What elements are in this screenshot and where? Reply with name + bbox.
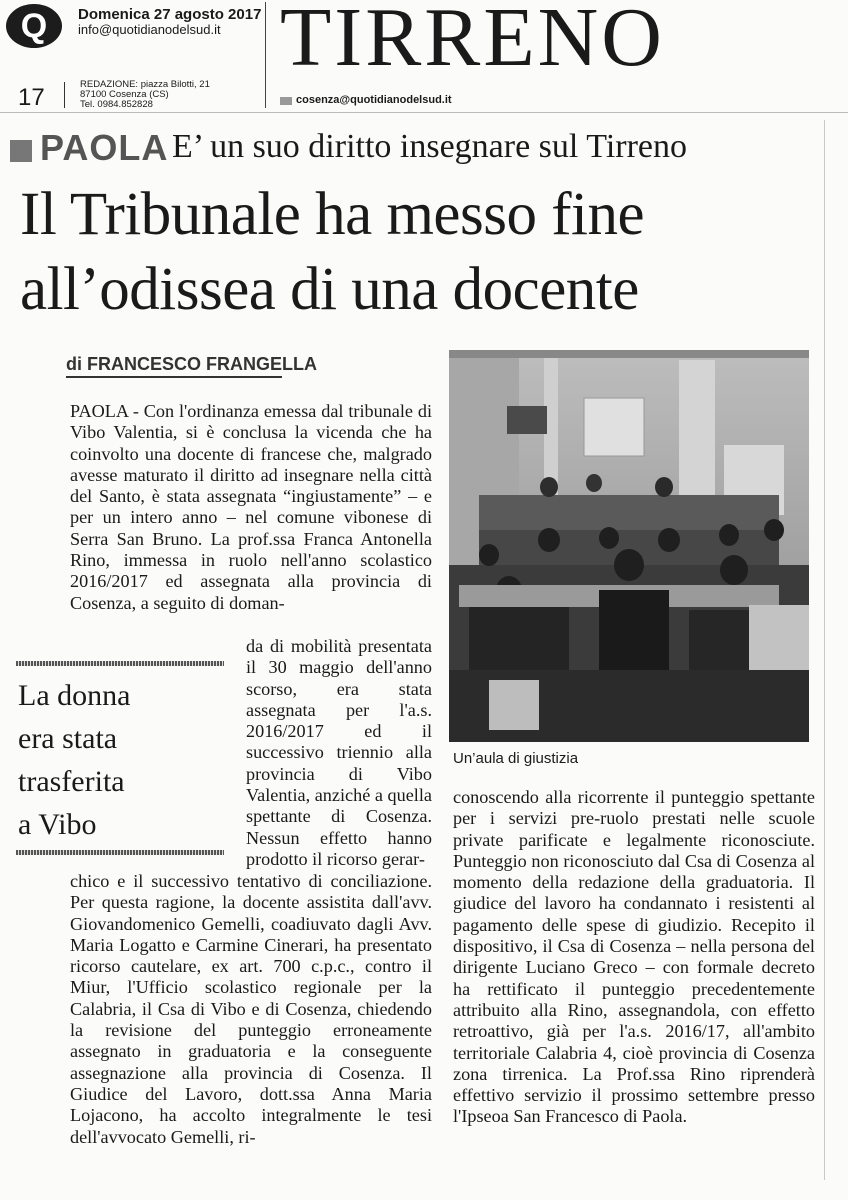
pull-quote	[18, 674, 218, 846]
pull-quote-line: trasferita	[18, 765, 125, 798]
courtroom-photo	[449, 350, 809, 742]
email-icon	[280, 97, 292, 105]
pull-quote-line: era stata	[18, 722, 118, 755]
headline-line: Il Tribunale ha messo fine	[20, 181, 645, 248]
subheadline: E’ un suo diritto insegnare sul Tirreno	[172, 128, 687, 165]
headline-line: all’odissea di una docente	[20, 256, 639, 323]
section-title: TIRRENO	[280, 0, 665, 84]
pull-quote-rule	[16, 661, 224, 666]
courtroom-illustration	[449, 350, 809, 742]
redazione-line: 87100 Cosenza (CS)	[80, 89, 169, 100]
issue-date: Domenica 27 agosto 2017	[78, 6, 262, 23]
kicker-square-icon	[10, 140, 32, 162]
kicker: PAOLA	[40, 127, 169, 168]
section-email: cosenza@quotidianodelsud.it	[296, 94, 452, 106]
photo-caption: Un’aula di giustizia	[453, 750, 579, 767]
contact-email: info@quotidianodelsud.it	[78, 22, 221, 37]
redazione-address	[80, 80, 280, 110]
redazione-line: Tel. 0984.852828	[80, 99, 153, 110]
article-text-col2: conoscendo alla ricorrente il punteggio spettante per i servizi pre-ruolo prestati nelle scuole private parificate e legalmente riconosciute. Punteggio non riconosciuto dal Csa di Cosenza al momento della redazione della graduatoria. Il giudice del lavoro ha condannato i resistenti al pagamento delle spese di giudizio. Recepito il dispositivo, il Csa di Cosenza – nella persona del dirigente Luciano Greco – con formale decreto ha rettificato il punteggio precedentemente attribuito alla Rino, assegnandola, con effetto retroattivo, già per l'a.s. 2016/17, all'ambito territoriale Calabria 4, cioè provincia di Cosenza zona tirrenica. La Prof.ssa Rino riprenderà effettivo servizio il prossimo settembre presso l'Ipseoa San Francesco di Paola.	[453, 787, 815, 1127]
page-edge-rule	[824, 120, 825, 1180]
pull-quote-line: a Vibo	[18, 808, 97, 841]
newspaper-logo: Q	[6, 4, 62, 48]
pull-quote-rule	[16, 850, 224, 855]
article-text-col1-top: PAOLA - Con l'ordinanza emessa dal tribunale di Vibo Valentia, si è conclusa la vicenda che ha coinvolto una docente di francese che, malgrado avesse maturato il diritto ad insegnare nella città del Santo, è stata assegnata “ingiustamente” – e per un intero anno – nel comune vibonese di Serra San Bruno. La prof.ssa Franca Antonella Rino, immessa in ruolo nell'anno scolastico 2016/2017 ed assegnata alla provincia di Cosenza, a seguito di doman-	[70, 401, 432, 613]
article-text-col1-mid: da di mobilità presentata il 30 maggio dell'anno scorso, era stata assegnata per l'a.s. 2016/2017 ed il successivo triennio alla provincia di Vibo Valentia, anziché a quella spettante di Cosenza. Nessun effetto hanno prodotto il ricorso gerar-	[246, 636, 432, 869]
masthead-divider	[265, 2, 266, 108]
pull-quote-line: La donna	[18, 679, 131, 712]
redazione-line: REDAZIONE: piazza Bilotti, 21	[80, 79, 210, 90]
masthead-rule	[0, 112, 848, 113]
article-text-col1-bottom: chico e il successivo tentativo di conciliazione. Per questa ragione, la docente assistita dall'avv. Giovandomenico Gemelli, coadiuvato dagli Avv. Maria Logatto e Carmine Cinerari, ha presentato ricorso cautelare, ex art. 700 c.p.c., contro il Miur, l'Ufficio scolastico regionale per la Calabria, il Csa di Vibo e di Cosenza, chiedendo la revisione del punteggio erroneamente assegnato in graduatoria e la conseguente assegnazione alla provincia di Cosenza. Il Giudice del Lavoro, dott.ssa Anna Maria Lojacono, ha accolto integralmente le tesi dell'avvocato Gemelli, ri-	[70, 871, 432, 1147]
masthead-divider	[64, 82, 65, 108]
byline-rule	[66, 376, 282, 378]
byline: di FRANCESCO FRANGELLA	[66, 354, 317, 374]
page-number: 17	[18, 84, 45, 111]
